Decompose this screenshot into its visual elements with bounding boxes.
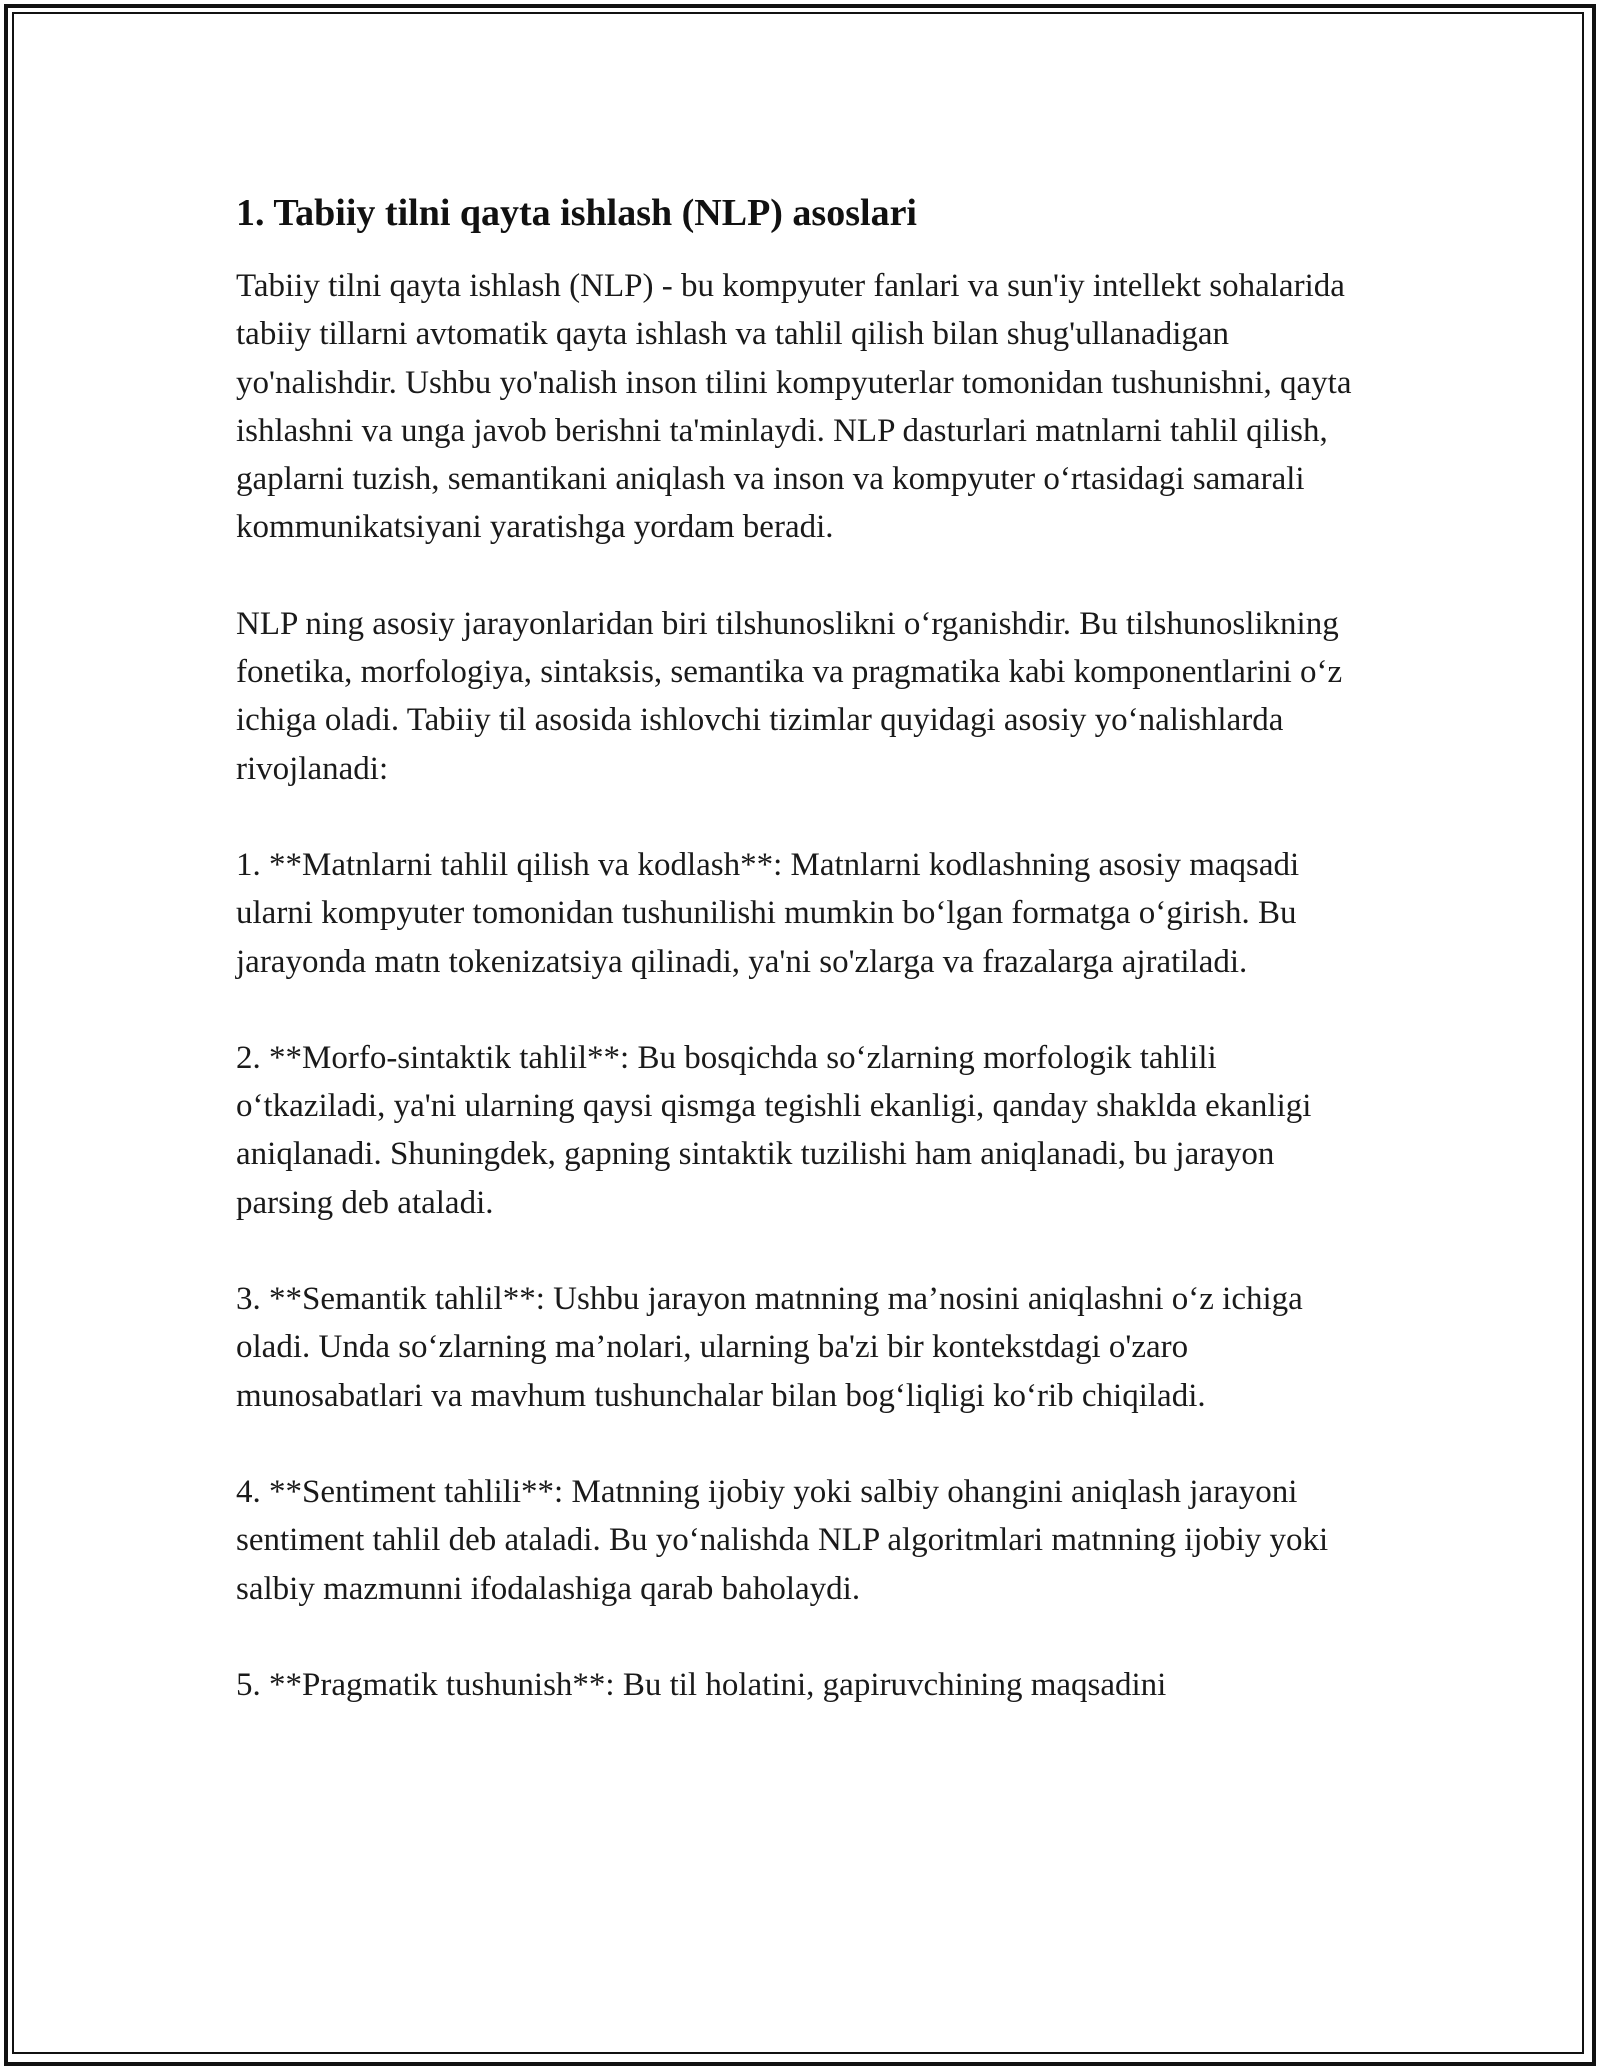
list-item-pragmatic: 5. **Pragmatik tushunish**: Bu til holatini, gapiruvchining maqsadini xyxy=(236,1666,1167,1703)
list-item-semantic: 3. **Semantik tahlil**: Ushbu jarayon matnning ma’nosini aniqlashni o‘z ichiga oladi. Unda so‘zlarning ma’nolari, ularning ba'zi bir kontekstdagi o'zaro munosabatlari va mavhum tushunchalar bilan bog‘liqligi ko‘rib chiqiladi. xyxy=(236,1281,1303,1414)
document-body xyxy=(236,186,1366,1757)
paragraph-linguistics: NLP ning asosiy jarayonlaridan biri tilshunoslikni o‘rganishdir. Bu tilshunoslikning fonetika, morfologiya, sintaksis, semantika va pragmatika kabi komponentlarini o‘z ichiga oladi. Tabiiy til asosida ishlovchi tizimlar quyidagi asosiy yo‘nalishlarda rivojlanadi: xyxy=(236,605,1343,787)
section-heading: 1. Tabiiy tilni qayta ishlash (NLP) asoslari xyxy=(236,192,917,234)
paragraph-intro: Tabiiy tilni qayta ishlash (NLP) - bu kompyuter fanlari va sun'iy intellekt sohalarida tabiiy tillarni avtomatik qayta ishlash va tahlil qilish bilan shug'ullanadigan yo'nalishdir. Ushbu yo'nalish inson tilini kompyuterlar tomonidan tushunishni, qayta ishlashni va unga javob berishni ta'minlaydi. NLP dasturlari matnlarni tahlil qilish, gaplarni tuzish, semantikani aniqlash va inson va kompyuter o‘rtasidagi samarali kommunikatsiyani yaratishga yordam beradi. xyxy=(236,268,1352,546)
list-item-morpho-syntactic: 2. **Morfo-sintaktik tahlil**: Bu bosqichda so‘zlarning morfologik tahlili o‘tkaziladi, ya'ni ularning qaysi qismga tegishli ekanligi, qanday shaklda ekanligi aniqlanadi. Shuningdek, gapning sintaktik tuzilishi ham aniqlanadi, bu jarayon parsing deb ataladi. xyxy=(236,1039,1312,1221)
list-item-text-analysis: 1. **Matnlarni tahlil qilish va kodlash**: Matnlarni kodlashning asosiy maqsadi ularni kompyuter tomonidan tushunilishi mumkin bo‘lgan formatga o‘girish. Bu jarayonda matn tokenizatsiya qilinadi, ya'ni so'zlarga va frazalarga ajratiladi. xyxy=(236,846,1300,980)
list-item-sentiment: 4. **Sentiment tahlili**: Matnning ijobiy yoki salbiy ohangini aniqlash jarayoni sentiment tahlil deb ataladi. Bu yo‘nalishda NLP algoritmlari matnning ijobiy yoki salbiy mazmunni ifodalashiga qarab baholaydi. xyxy=(236,1473,1329,1607)
